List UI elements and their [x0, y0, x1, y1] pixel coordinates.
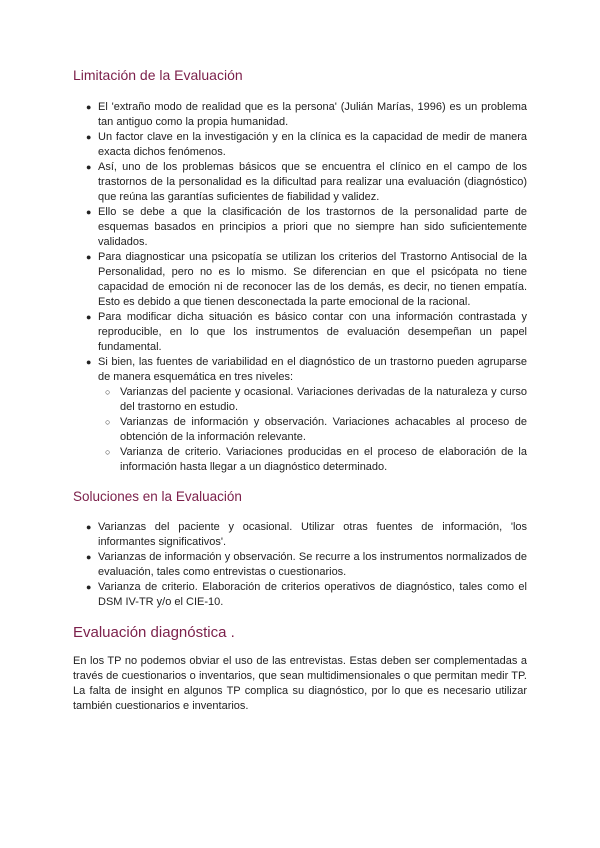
- list-item: ● Ello se debe a que la clasificación de los trastornos de la personalidad parte de esquemas basados en principios a priori que no siempre han sido suficientemente validados.: [86, 206, 527, 248]
- variability-sublist: [98, 385, 527, 475]
- sublist-item: ○ Varianzas del paciente y ocasional. Variaciones derivadas de la naturaleza y curso del trastorno en estudio.: [105, 386, 527, 413]
- bullet-icon: ●: [86, 552, 92, 562]
- bullet-icon: ●: [86, 312, 92, 322]
- bullet-icon: ●: [86, 357, 92, 367]
- section-title-soluciones: Soluciones en la Evaluación: [73, 489, 242, 504]
- sublist-item: ○ Varianzas de información y observación. Variaciones achacables al proceso de obtención de la información relevante.: [105, 416, 527, 443]
- section-title-limitacion: Limitación de la Evaluación: [73, 67, 243, 83]
- hollow-bullet-icon: ○: [105, 417, 111, 427]
- list-item: ● Varianzas del paciente y ocasional. Utilizar otras fuentes de información, 'los informantes significativos'.: [86, 521, 527, 548]
- section-title-evaluacion: Evaluación diagnóstica .: [73, 624, 235, 641]
- bullet-icon: ●: [86, 252, 92, 262]
- bullet-icon: ●: [86, 132, 92, 142]
- bullet-icon: ●: [86, 162, 92, 172]
- list-item: ● Varianzas de información y observación. Se recurre a los instrumentos normalizados de evaluación, tales como entrevistas o cuestionarios.: [86, 551, 527, 578]
- list-item: ● Un factor clave en la investigación y en la clínica es la capacidad de medir de manera exacta dichos fenómenos.: [86, 131, 527, 158]
- bullet-icon: ●: [86, 522, 92, 532]
- evaluacion-paragraph: En los TP no podemos obviar el uso de las entrevistas. Estas deben ser complementadas a través de cuestionarios o inventarios, que sean multidimensionales o que permitan medir TP. La falta de insight en algunos TP complica su diagnóstico, por lo que es necesario utilizar también cuestionarios e inventarios.: [73, 655, 527, 712]
- hollow-bullet-icon: ○: [105, 387, 111, 397]
- list-item: ● Así, uno de los problemas básicos que se encuentra el clínico en el campo de los trastornos de la personalidad es la dificultad para realizar una evaluación (diagnóstico) que reúna las garantías suficientes de fiabilidad y validez.: [86, 161, 527, 203]
- bullet-icon: ●: [86, 102, 92, 112]
- limitacion-list: [73, 100, 527, 475]
- soluciones-list: [73, 520, 527, 610]
- list-item: ● Si bien, las fuentes de variabilidad en el diagnóstico de un trastorno pueden agruparse de manera esquemática en tres niveles: ○ Varianzas del paciente y ocasional. Variaciones derivadas de la naturaleza y curso del trastorno en estudio. ○ Varianzas de información y observación. Variaciones achacables al proceso de obtención de la información relevante. ○ Varianza de criterio. Variaciones producidas en el proceso de elaboración de la información hasta llegar a un diagnóstico determinado.: [86, 356, 527, 473]
- bullet-icon: ●: [86, 582, 92, 592]
- list-item: ● Varianza de criterio. Elaboración de criterios operativos de diagnóstico, tales como el DSM IV-TR y/o el CIE-10.: [86, 581, 527, 608]
- list-item: ● Para diagnosticar una psicopatía se utilizan los criterios del Trastorno Antisocial de la Personalidad, pero no es lo mismo. Se diferencian en que el psicópata no tiene capacidad de emoción ni de reconocer las de los demás, es decir, no tienen empatía. Esto es debido a que tienen desconectada la parte emocional de la racional.: [86, 251, 527, 308]
- document-content: [73, 66, 527, 714]
- bullet-icon: ●: [86, 207, 92, 217]
- sublist-item: ○ Varianza de criterio. Variaciones producidas en el proceso de elaboración de la información hasta llegar a un diagnóstico determinado.: [105, 446, 527, 473]
- hollow-bullet-icon: ○: [105, 447, 111, 457]
- list-item: ● El 'extraño modo de realidad que es la persona' (Julián Marías, 1996) es un problema tan antiguo como la propia humanidad.: [86, 101, 527, 128]
- list-item: ● Para modificar dicha situación es básico contar con una información contrastada y reproducible, en lo que los instrumentos de evaluación desempeñan un papel fundamental.: [86, 311, 527, 353]
